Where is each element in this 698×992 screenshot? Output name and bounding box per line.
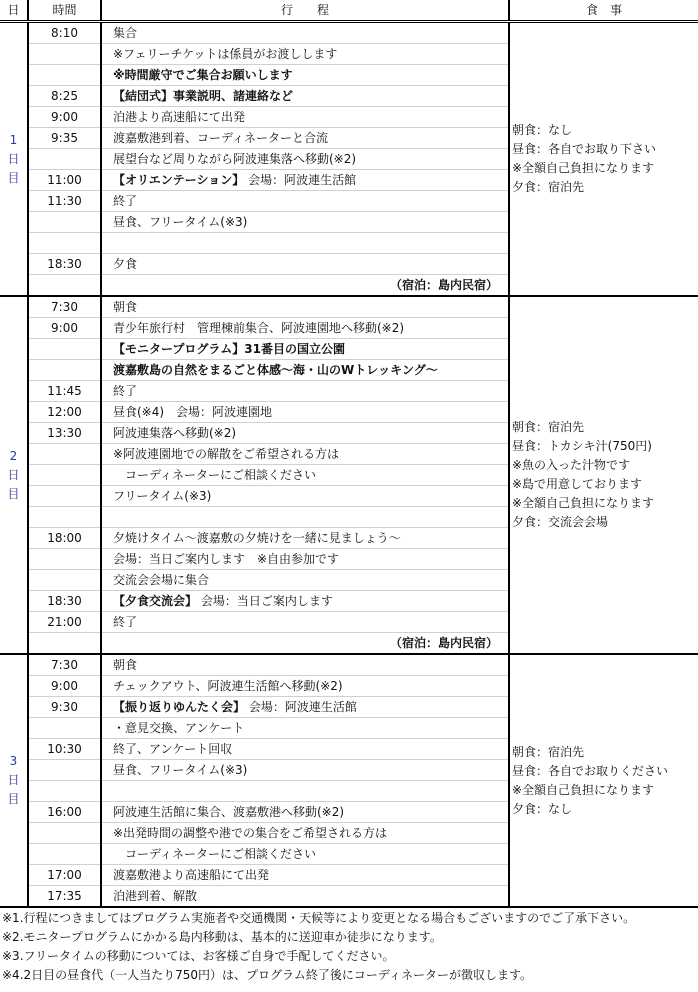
schedule-body bbox=[0, 22, 698, 908]
meal-line: 夕食：なし bbox=[512, 801, 573, 816]
time-cell: 13:30 bbox=[28, 423, 101, 444]
time-cell bbox=[28, 633, 101, 655]
schedule-cell bbox=[101, 402, 509, 423]
schedule-text: 朝食 bbox=[113, 300, 138, 314]
schedule-text: 渡嘉敷港より高速船にて出発 bbox=[113, 868, 270, 882]
day-label: 3 bbox=[9, 754, 18, 768]
time-cell bbox=[28, 465, 101, 486]
day-label: 1 bbox=[9, 132, 18, 147]
schedule-cell bbox=[101, 149, 509, 170]
schedule-text: ※阿波連園地での解散をご希望される方は bbox=[113, 447, 340, 461]
schedule-bold-text: 【モニタープログラム】31番目の国立公園 bbox=[113, 342, 345, 356]
schedule-cell bbox=[101, 654, 509, 676]
schedule-text: 展望台など周りながら阿波連集落へ移動(※2) bbox=[113, 152, 357, 166]
time-cell bbox=[28, 781, 101, 802]
schedule-text: 昼食(※4) 会場：阿波連園地 bbox=[113, 405, 273, 419]
time-cell bbox=[28, 65, 101, 86]
schedule-cell bbox=[101, 170, 509, 191]
header-schedule: 行 程 bbox=[101, 0, 509, 22]
time-cell bbox=[28, 718, 101, 739]
schedule-text: チェックアウト、阿波連生活館へ移動(※2) bbox=[113, 679, 343, 693]
day-label: 2 bbox=[9, 448, 18, 463]
schedule-text: 会場：阿波連生活館 bbox=[244, 173, 357, 187]
meal-cell bbox=[509, 654, 698, 907]
schedule-cell bbox=[101, 591, 509, 612]
meal-line: 昼食：トカシキ汁(750円) bbox=[512, 439, 652, 453]
schedule-cell bbox=[101, 107, 509, 128]
schedule-text: 青少年旅行村 管理棟前集合、阿波連園地へ移動(※2) bbox=[113, 321, 405, 335]
schedule-cell bbox=[101, 444, 509, 465]
meal-line: ※全額自己負担になります bbox=[512, 496, 655, 510]
schedule-cell bbox=[101, 128, 509, 149]
time-cell: 11:45 bbox=[28, 381, 101, 402]
schedule-cell bbox=[101, 191, 509, 212]
meal-line: 朝食：宿泊先 bbox=[512, 744, 585, 759]
schedule-text: 会場：当日ご案内します bbox=[197, 594, 333, 608]
meal-line: 朝食：宿泊先 bbox=[512, 420, 585, 434]
time-cell bbox=[28, 360, 101, 381]
schedule-cell bbox=[101, 718, 509, 739]
meal-line: ※魚の入った汁物です bbox=[512, 458, 631, 472]
schedule-cell bbox=[101, 339, 509, 360]
schedule-text: フリータイム(※3) bbox=[113, 489, 212, 503]
schedule-cell bbox=[101, 296, 509, 318]
meal-line: 夕食：宿泊先 bbox=[512, 180, 585, 194]
time-cell bbox=[28, 233, 101, 254]
schedule-cell bbox=[101, 65, 509, 86]
day-label: 目 bbox=[7, 170, 20, 185]
table-row bbox=[0, 22, 698, 44]
schedule-text: 朝食 bbox=[113, 658, 138, 672]
time-cell: 11:00 bbox=[28, 170, 101, 191]
schedule-text: コーディネーターにご相談ください bbox=[113, 468, 317, 482]
time-cell: 11:30 bbox=[28, 191, 101, 212]
schedule-text: 泊港到着、解散 bbox=[113, 889, 198, 903]
time-cell bbox=[28, 339, 101, 360]
schedule-bold-text: （宿泊：島内民宿） bbox=[389, 636, 498, 650]
footnotes bbox=[0, 908, 698, 985]
schedule-cell bbox=[101, 212, 509, 233]
schedule-text: 泊港より高速船にて出発 bbox=[113, 110, 246, 124]
time-cell: 9:00 bbox=[28, 318, 101, 339]
time-cell: 7:30 bbox=[28, 654, 101, 676]
schedule-cell bbox=[101, 44, 509, 65]
table-row bbox=[0, 296, 698, 318]
schedule-bold-text: ※時間厳守でご集合お願いします bbox=[113, 68, 293, 82]
meal-line: 昼食：各自でお取りください bbox=[512, 763, 669, 778]
day-cell bbox=[0, 296, 28, 654]
schedule-cell bbox=[101, 507, 509, 528]
footnote: ※4.2日目の昼食代（一人当たり750円）は、プログラム終了後にコーディネーターが徴収します。 bbox=[2, 968, 533, 982]
time-cell: 9:00 bbox=[28, 676, 101, 697]
schedule-cell bbox=[101, 633, 509, 655]
schedule-text: 阿波連集落へ移動(※2) bbox=[113, 426, 237, 440]
time-cell bbox=[28, 275, 101, 297]
time-cell bbox=[28, 507, 101, 528]
schedule-cell bbox=[101, 486, 509, 507]
header-day: 日 bbox=[0, 0, 28, 22]
schedule-text: 終了 bbox=[113, 615, 138, 629]
schedule-cell bbox=[101, 676, 509, 697]
schedule-cell bbox=[101, 697, 509, 718]
schedule-cell bbox=[101, 570, 509, 591]
schedule-text: 昼食、フリータイム(※3) bbox=[113, 215, 248, 229]
schedule-bold-text: 【オリエンテーション】 bbox=[113, 173, 245, 187]
schedule-cell bbox=[101, 844, 509, 865]
time-cell: 7:30 bbox=[28, 296, 101, 318]
schedule-cell bbox=[101, 823, 509, 844]
schedule-cell bbox=[101, 381, 509, 402]
schedule-text: 終了、アンケート回収 bbox=[113, 742, 233, 756]
schedule-cell bbox=[101, 254, 509, 275]
schedule-text: 終了 bbox=[113, 194, 138, 208]
time-cell: 17:00 bbox=[28, 865, 101, 886]
schedule-cell bbox=[101, 318, 509, 339]
day-label: 目 bbox=[7, 486, 20, 501]
schedule-bold-text: 【結団式】事業説明、諸連絡など bbox=[113, 89, 294, 103]
schedule-text: 集合 bbox=[113, 26, 138, 40]
meal-line: 昼食：各自でお取り下さい bbox=[512, 142, 657, 156]
time-cell: 9:00 bbox=[28, 107, 101, 128]
time-cell: 8:25 bbox=[28, 86, 101, 107]
schedule-cell bbox=[101, 423, 509, 444]
meal-line: ※全額自己負担になります bbox=[512, 782, 655, 797]
day-label: 日 bbox=[7, 773, 20, 787]
schedule-cell bbox=[101, 275, 509, 297]
schedule-cell bbox=[101, 233, 509, 254]
schedule-text: コーディネーターにご相談ください bbox=[113, 847, 317, 861]
time-cell: 16:00 bbox=[28, 802, 101, 823]
schedule-bold-text: （宿泊：島内民宿） bbox=[389, 278, 498, 292]
time-cell bbox=[28, 570, 101, 591]
time-cell bbox=[28, 486, 101, 507]
schedule-text: 夕焼けタイム～渡嘉敷の夕焼けを一緒に見ましょう～ bbox=[113, 531, 401, 545]
day-label: 目 bbox=[7, 792, 20, 806]
schedule-text: 渡嘉敷港到着、コーディネーターと合流 bbox=[113, 131, 329, 145]
schedule-bold-text: 渡嘉敷島の自然をまるごと体感～海・山のWトレッキング～ bbox=[113, 363, 438, 377]
header-time: 時間 bbox=[28, 0, 101, 22]
table-row bbox=[0, 654, 698, 676]
meal-cell bbox=[509, 22, 698, 297]
time-cell bbox=[28, 44, 101, 65]
meal-line: 夕食：交流会会場 bbox=[512, 515, 609, 529]
footnote: ※3.フリータイムの移動については、お客様ご自身で手配してください。 bbox=[2, 949, 395, 963]
schedule-text: ※フェリーチケットは係員がお渡しします bbox=[113, 47, 338, 61]
time-cell: 12:00 bbox=[28, 402, 101, 423]
time-cell: 18:30 bbox=[28, 254, 101, 275]
schedule-cell bbox=[101, 465, 509, 486]
schedule-text: ・意見交換、アンケート bbox=[113, 721, 245, 735]
time-cell: 9:35 bbox=[28, 128, 101, 149]
schedule-bold-text: 【振り返りゆんたく会】 bbox=[113, 700, 246, 714]
schedule-cell bbox=[101, 886, 509, 908]
time-cell: 9:30 bbox=[28, 697, 101, 718]
day-cell bbox=[0, 22, 28, 297]
schedule-text: ※出発時間の調整や港での集合をご希望される方は bbox=[113, 826, 388, 840]
schedule-text: 阿波連生活館に集合、渡嘉敷港へ移動(※2) bbox=[113, 805, 345, 819]
schedule-cell bbox=[101, 802, 509, 823]
time-cell: 21:00 bbox=[28, 612, 101, 633]
schedule-cell bbox=[101, 86, 509, 107]
schedule-text: 交流会会場に集合 bbox=[113, 573, 210, 587]
schedule-cell bbox=[101, 360, 509, 381]
schedule-cell bbox=[101, 739, 509, 760]
time-cell: 8:10 bbox=[28, 22, 101, 44]
schedule-text: 会場：阿波連生活館 bbox=[245, 700, 357, 714]
schedule-cell bbox=[101, 612, 509, 633]
time-cell bbox=[28, 149, 101, 170]
schedule-cell bbox=[101, 781, 509, 802]
meal-line: 朝食：なし bbox=[512, 123, 573, 137]
day-label: 日 bbox=[7, 467, 20, 482]
footnote: ※1.行程につきましてはプログラム実施者や交通機関・天候等により変更となる場合もございますのでご了承下さい。 bbox=[2, 911, 636, 925]
schedule-cell bbox=[101, 528, 509, 549]
time-cell bbox=[28, 760, 101, 781]
schedule-text: 昼食、フリータイム(※3) bbox=[113, 763, 248, 777]
time-cell bbox=[28, 844, 101, 865]
time-cell bbox=[28, 549, 101, 570]
meal-line: ※島で用意しております bbox=[512, 477, 643, 491]
day-cell bbox=[0, 654, 28, 907]
footnote: ※2.モニタープログラムにかかる島内移動は、基本的に送迎車か徒歩になります。 bbox=[2, 930, 442, 944]
time-cell bbox=[28, 212, 101, 233]
meal-line: ※全額自己負担になります bbox=[512, 161, 655, 175]
schedule-text: 終了 bbox=[113, 384, 138, 398]
time-cell bbox=[28, 444, 101, 465]
header-meal: 食 事 bbox=[509, 0, 698, 22]
schedule-cell bbox=[101, 549, 509, 570]
schedule-cell bbox=[101, 22, 509, 44]
schedule-text: 会場：当日ご案内します ※自由参加です bbox=[113, 552, 340, 566]
schedule-cell bbox=[101, 760, 509, 781]
time-cell bbox=[28, 823, 101, 844]
schedule-cell bbox=[101, 865, 509, 886]
time-cell: 17:35 bbox=[28, 886, 101, 908]
time-cell: 10:30 bbox=[28, 739, 101, 760]
meal-cell bbox=[509, 296, 698, 654]
schedule-bold-text: 【夕食交流会】 bbox=[113, 594, 198, 608]
header-row bbox=[0, 0, 698, 22]
time-cell: 18:30 bbox=[28, 591, 101, 612]
schedule-text: 夕食 bbox=[113, 257, 138, 271]
day-label: 日 bbox=[7, 151, 20, 166]
time-cell: 18:00 bbox=[28, 528, 101, 549]
